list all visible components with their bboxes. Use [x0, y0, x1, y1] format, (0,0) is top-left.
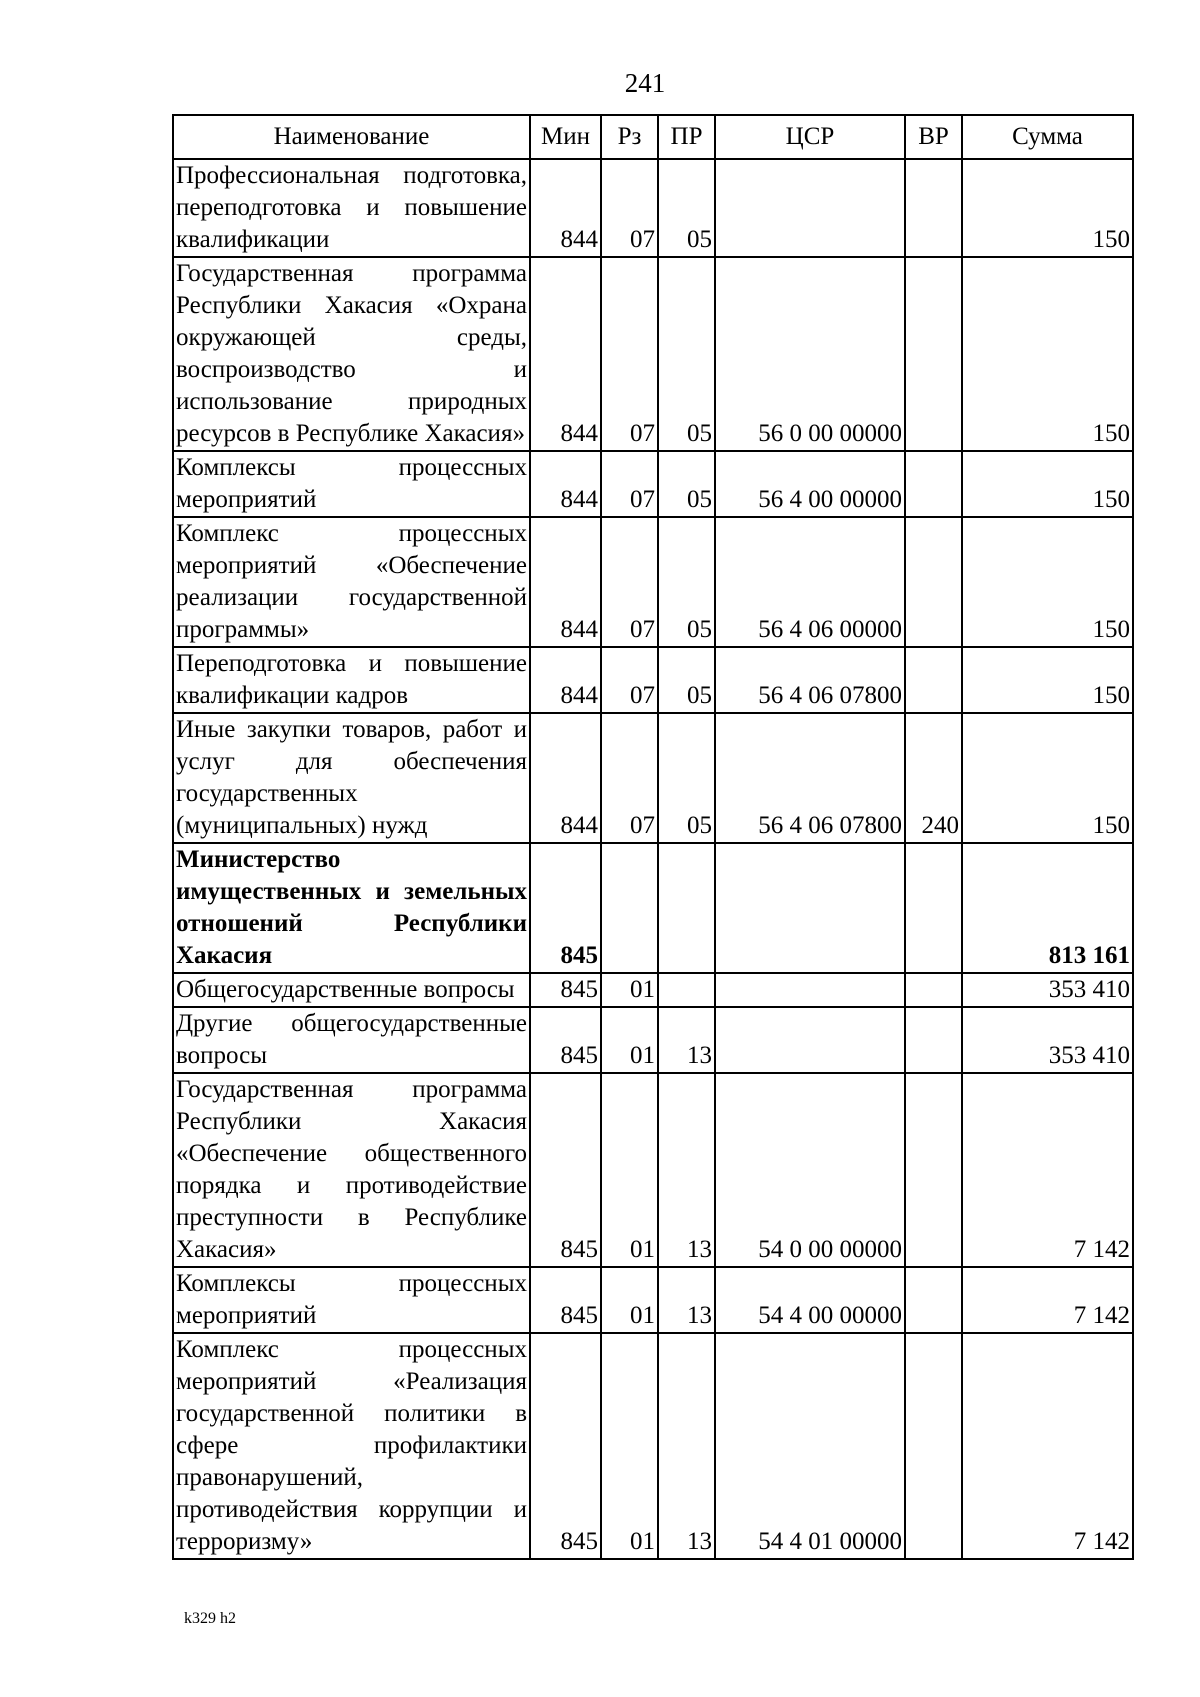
cell-name: Министерство имущественных и земельных отношений Республики Хакасия: [173, 843, 530, 973]
cell-sum: 150: [962, 451, 1133, 517]
cell-csr: 56 4 06 07800: [715, 713, 905, 843]
cell-rz: 07: [601, 647, 658, 713]
cell-name: Комплексы процессных мероприятий: [173, 451, 530, 517]
cell-rz: 01: [601, 1267, 658, 1333]
header-min: Мин: [530, 115, 601, 159]
cell-pr: 05: [658, 647, 715, 713]
cell-rz: 01: [601, 973, 658, 1007]
cell-rz: 07: [601, 257, 658, 451]
table-row: [173, 1333, 1133, 1559]
cell-csr: 56 4 06 00000: [715, 517, 905, 647]
header-vr: ВР: [905, 115, 962, 159]
cell-name: Переподготовка и повышение квалификации кадров: [173, 647, 530, 713]
cell-min: 844: [530, 451, 601, 517]
cell-pr: 05: [658, 159, 715, 257]
cell-csr: 56 4 00 00000: [715, 451, 905, 517]
cell-name: Государственная программа Республики Хакасия «Охрана окружающей среды, воспроизводство и использование природных ресурсов в Республике Хакасия»: [173, 257, 530, 451]
cell-csr: 54 4 00 00000: [715, 1267, 905, 1333]
cell-vr: [905, 843, 962, 973]
cell-min: 844: [530, 647, 601, 713]
cell-pr: 13: [658, 1267, 715, 1333]
cell-sum: 150: [962, 647, 1133, 713]
cell-sum: 150: [962, 159, 1133, 257]
cell-pr: 05: [658, 257, 715, 451]
cell-sum: 353 410: [962, 1007, 1133, 1073]
cell-sum: 813 161: [962, 843, 1133, 973]
header-sum: Сумма: [962, 115, 1133, 159]
cell-sum: 150: [962, 257, 1133, 451]
table-row: [173, 159, 1133, 257]
cell-rz: 07: [601, 713, 658, 843]
cell-min: 845: [530, 843, 601, 973]
cell-pr: 05: [658, 517, 715, 647]
cell-min: 845: [530, 1267, 601, 1333]
table-row: [173, 843, 1133, 973]
cell-min: 844: [530, 159, 601, 257]
cell-vr: [905, 159, 962, 257]
cell-name: Другие общегосударственные вопросы: [173, 1007, 530, 1073]
cell-sum: 150: [962, 517, 1133, 647]
cell-pr: 13: [658, 1333, 715, 1559]
cell-name: Комплекс процессных мероприятий «Реализация государственной политики в сфере профилактики правонарушений, противодействия коррупции и терроризму»: [173, 1333, 530, 1559]
cell-vr: [905, 517, 962, 647]
cell-sum: 150: [962, 713, 1133, 843]
cell-pr: 05: [658, 451, 715, 517]
cell-rz: 01: [601, 1333, 658, 1559]
table-row: [173, 713, 1133, 843]
cell-vr: [905, 1007, 962, 1073]
cell-min: 845: [530, 973, 601, 1007]
table-row: [173, 257, 1133, 451]
cell-csr: 54 0 00 00000: [715, 1073, 905, 1267]
cell-csr: [715, 159, 905, 257]
cell-csr: 56 0 00 00000: [715, 257, 905, 451]
cell-sum: 7 142: [962, 1073, 1133, 1267]
cell-min: 844: [530, 257, 601, 451]
cell-min: 844: [530, 713, 601, 843]
cell-name: Общегосударственные вопросы: [173, 973, 530, 1007]
cell-min: 845: [530, 1073, 601, 1267]
cell-name: Комплекс процессных мероприятий «Обеспечение реализации государственной программы»: [173, 517, 530, 647]
header-pr: ПР: [658, 115, 715, 159]
cell-pr: 05: [658, 713, 715, 843]
cell-csr: 56 4 06 07800: [715, 647, 905, 713]
cell-rz: [601, 843, 658, 973]
cell-csr: [715, 843, 905, 973]
cell-vr: [905, 1073, 962, 1267]
table-row: [173, 1073, 1133, 1267]
cell-pr: 13: [658, 1007, 715, 1073]
cell-rz: 07: [601, 159, 658, 257]
cell-csr: [715, 973, 905, 1007]
cell-vr: [905, 257, 962, 451]
table-body: [173, 159, 1133, 1559]
header-row: [173, 115, 1133, 159]
cell-vr: [905, 973, 962, 1007]
cell-sum: 353 410: [962, 973, 1133, 1007]
cell-pr: [658, 843, 715, 973]
cell-csr: [715, 1007, 905, 1073]
cell-vr: [905, 1333, 962, 1559]
table-row: [173, 1267, 1133, 1333]
table-row: [173, 973, 1133, 1007]
cell-rz: 07: [601, 517, 658, 647]
cell-rz: 01: [601, 1007, 658, 1073]
cell-vr: [905, 451, 962, 517]
header-rz: Рз: [601, 115, 658, 159]
cell-sum: 7 142: [962, 1333, 1133, 1559]
cell-name: Государственная программа Республики Хакасия «Обеспечение общественного порядка и противодействие преступности в Республике Хакасия»: [173, 1073, 530, 1267]
footer-code: k329 h2: [184, 1610, 236, 1627]
budget-table: [172, 114, 1134, 1560]
table-row: [173, 1007, 1133, 1073]
cell-name: Иные закупки товаров, работ и услуг для обеспечения государственных (муниципальных) нужд: [173, 713, 530, 843]
cell-rz: 07: [601, 451, 658, 517]
table-row: [173, 517, 1133, 647]
cell-rz: 01: [601, 1073, 658, 1267]
cell-csr: 54 4 01 00000: [715, 1333, 905, 1559]
cell-name: Профессиональная подготовка, переподготовка и повышение квалификации: [173, 159, 530, 257]
header-name: Наименование: [173, 115, 530, 159]
cell-min: 845: [530, 1333, 601, 1559]
cell-vr: [905, 647, 962, 713]
cell-pr: [658, 973, 715, 1007]
cell-min: 845: [530, 1007, 601, 1073]
cell-name: Комплексы процессных мероприятий: [173, 1267, 530, 1333]
cell-sum: 7 142: [962, 1267, 1133, 1333]
table-row: [173, 647, 1133, 713]
table-row: [173, 451, 1133, 517]
cell-min: 844: [530, 517, 601, 647]
cell-vr: 240: [905, 713, 962, 843]
cell-pr: 13: [658, 1073, 715, 1267]
cell-vr: [905, 1267, 962, 1333]
page-number: 241: [624, 68, 666, 98]
header-csr: ЦСР: [715, 115, 905, 159]
